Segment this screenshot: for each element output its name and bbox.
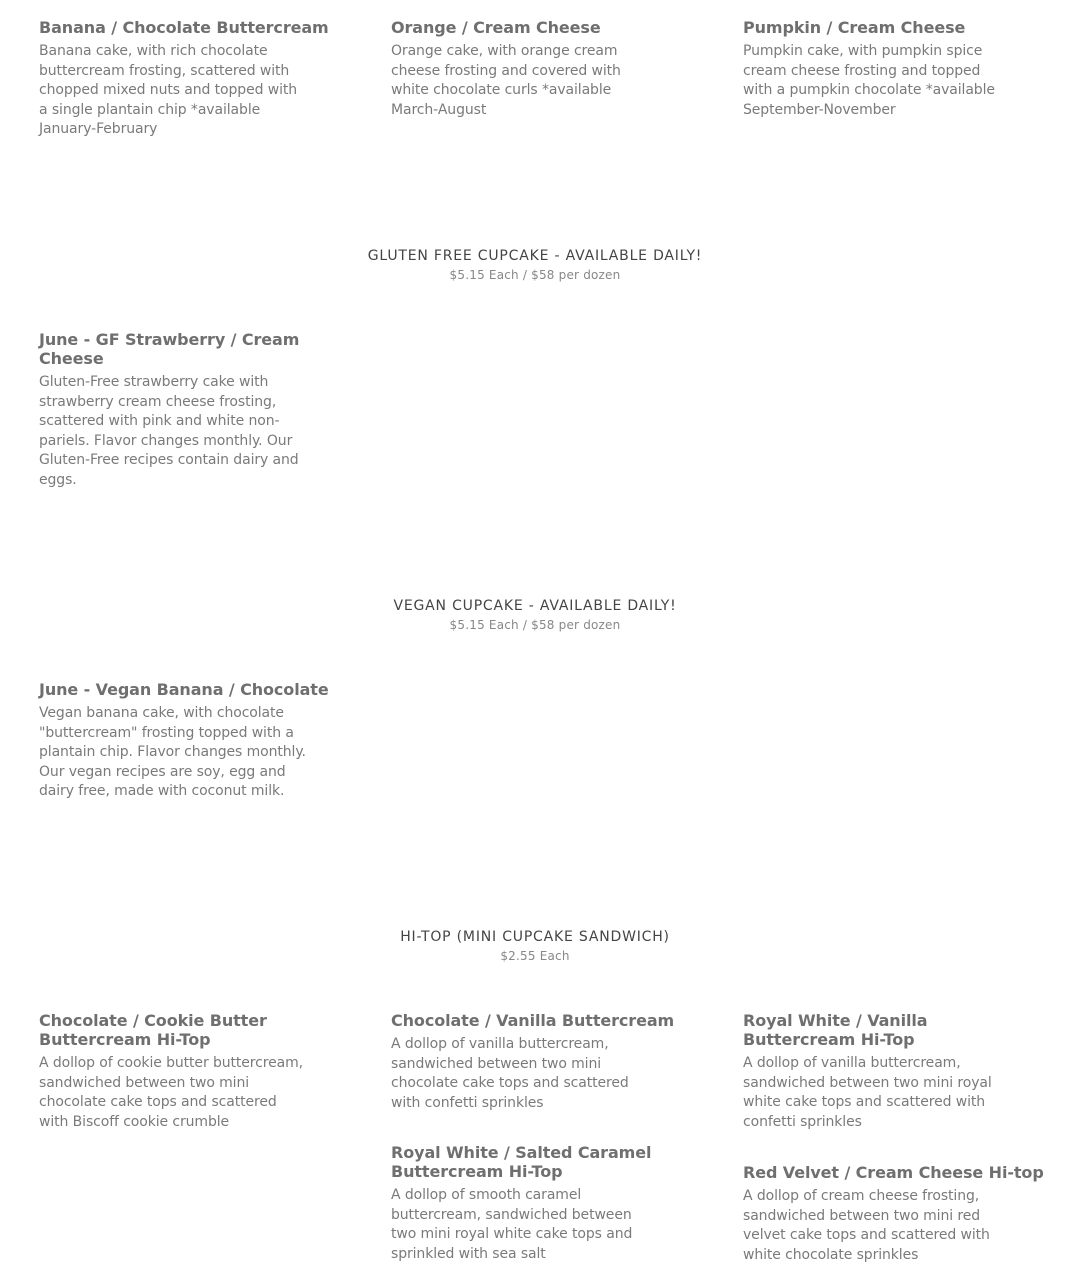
item-description: Vegan banana cake, with chocolate "buttercream" frosting topped with a plantain chip. Flavor changes monthly. Our vegan recipes are soy, egg and dairy free, made with coconut milk. xyxy=(39,705,306,800)
menu-item xyxy=(391,1143,691,1264)
item-name: Royal White / Vanilla Buttercream Hi-Top xyxy=(743,1011,928,1049)
menu-item xyxy=(391,1011,681,1113)
item-name: Red Velvet / Cream Cheese Hi-top xyxy=(743,1163,1044,1182)
section-heading: GLUTEN FREE CUPCAKE - AVAILABLE DAILY! xyxy=(367,248,703,264)
menu-item xyxy=(39,1011,339,1132)
gluten-free-section-header xyxy=(0,247,1070,283)
item-description: Gluten-Free strawberry cake with strawberry cream cheese frosting, scattered with pink and white non-pariels. Flavor changes monthly. Our Gluten-Free recipes contain dairy and eggs. xyxy=(39,374,299,488)
menu-item xyxy=(39,330,339,491)
item-name: Royal White / Salted Caramel Buttercream Hi-Top xyxy=(391,1143,652,1181)
section-heading: VEGAN CUPCAKE - AVAILABLE DAILY! xyxy=(393,598,677,614)
item-name: June - GF Strawberry / Cream Cheese xyxy=(39,330,300,368)
menu-item xyxy=(743,1011,1043,1132)
menu-item xyxy=(391,18,691,120)
item-description: Pumpkin cake, with pumpkin spice cream cheese frosting and topped with a pumpkin chocolate *available September-November xyxy=(743,43,995,118)
item-name: Orange / Cream Cheese xyxy=(391,18,601,37)
menu-item xyxy=(743,18,1043,120)
vegan-section-header xyxy=(0,597,1070,633)
section-heading: HI-TOP (MINI CUPCAKE SANDWICH) xyxy=(400,929,670,945)
item-description: Orange cake, with orange cream cheese frosting and covered with white chocolate curls *available March-August xyxy=(391,43,621,118)
item-description: A dollop of smooth caramel buttercream, sandwiched between two mini royal white cake tops and sprinkled with sea salt xyxy=(391,1187,633,1262)
menu-item xyxy=(39,18,339,140)
item-description: A dollop of vanilla buttercream, sandwiched between two mini royal white cake tops and scattered with confetti sprinkles xyxy=(743,1055,992,1130)
item-description: A dollop of cookie butter buttercream, sandwiched between two mini chocolate cake tops and scattered with Biscoff cookie crumble xyxy=(39,1055,303,1130)
section-price: $5.15 Each / $58 per dozen xyxy=(449,268,621,282)
item-description: A dollop of vanilla buttercream, sandwiched between two mini chocolate cake tops and scattered with confetti sprinkles xyxy=(391,1036,629,1111)
item-name: Chocolate / Vanilla Buttercream xyxy=(391,1011,675,1030)
item-name: June - Vegan Banana / Chocolate xyxy=(39,680,329,699)
section-price: $5.15 Each / $58 per dozen xyxy=(449,618,621,632)
item-name: Chocolate / Cookie Butter Buttercream Hi-Top xyxy=(39,1011,267,1049)
item-description: Banana cake, with rich chocolate buttercream frosting, scattered with chopped mixed nuts and topped with a single plantain chip *available January-February xyxy=(39,43,298,138)
item-description: A dollop of cream cheese frosting, sandwiched between two mini red velvet cake tops and scattered with white chocolate sprinkles xyxy=(743,1188,990,1263)
menu-item xyxy=(743,1163,1053,1265)
menu-item xyxy=(39,680,359,802)
hitop-section-header xyxy=(0,928,1070,964)
item-name: Pumpkin / Cream Cheese xyxy=(743,18,966,37)
item-name: Banana / Chocolate Buttercream xyxy=(39,18,329,37)
section-price: $2.55 Each xyxy=(500,949,570,963)
